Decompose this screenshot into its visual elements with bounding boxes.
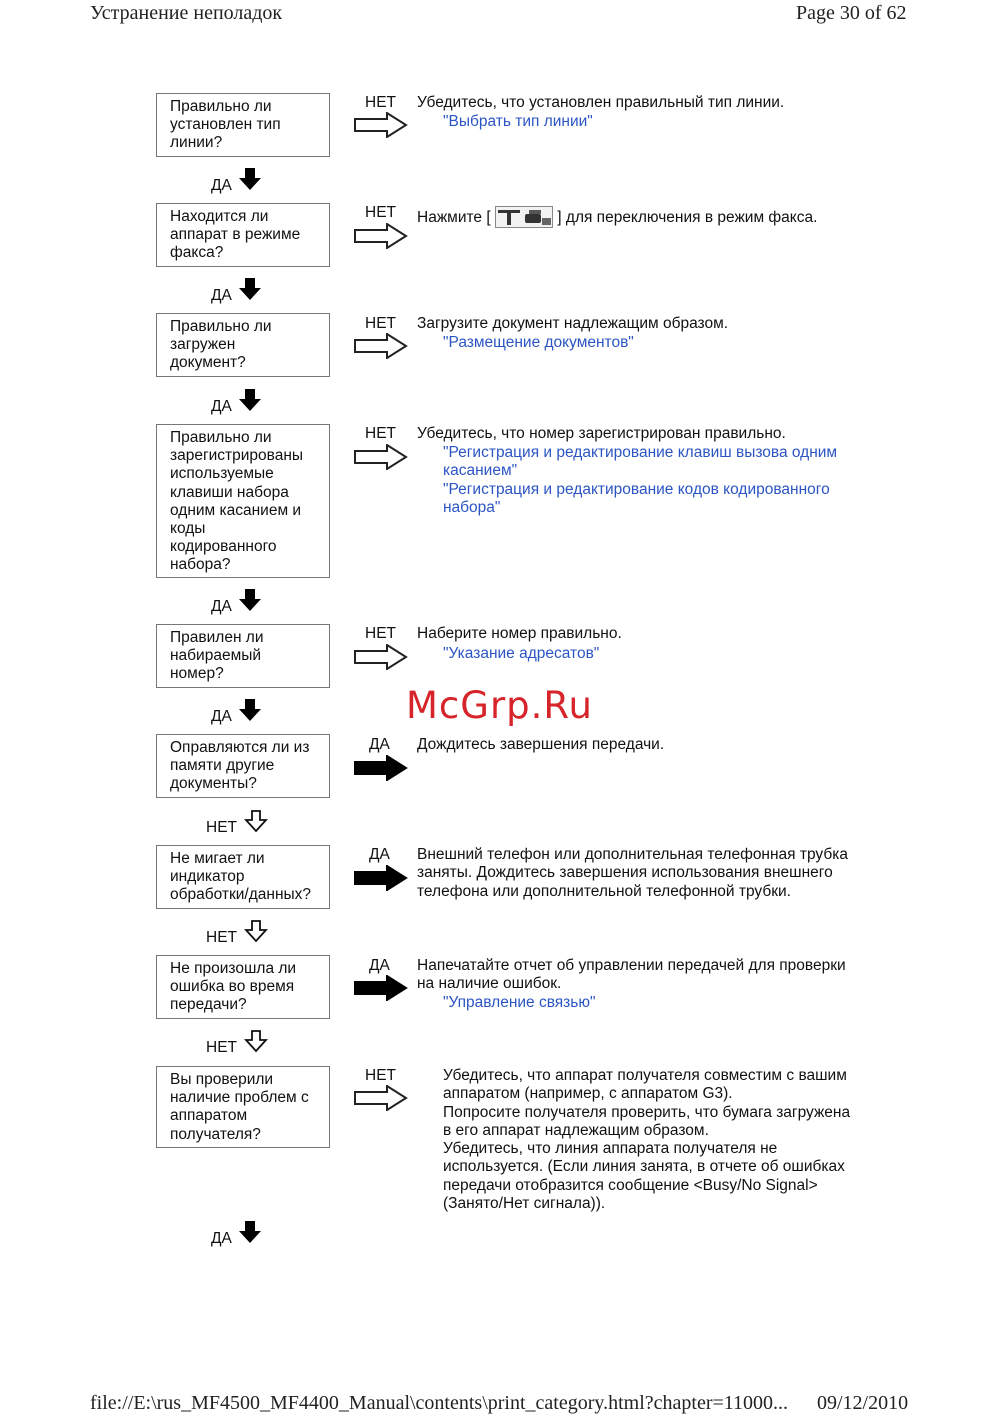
solid-right-arrow-icon: [354, 755, 408, 781]
solid-right-arrow-icon: [354, 975, 408, 1001]
question-line: Находится ли: [170, 208, 269, 225]
action-line: аппаратом (например, с аппаратом G3).: [443, 1085, 733, 1103]
question-box: [156, 93, 330, 157]
next-label: ДА: [211, 708, 232, 725]
help-link-line: касанием": [443, 462, 518, 480]
branch-label: ДА: [369, 736, 390, 753]
footer-path: file://E:\rus_MF4500_MF4400_Manual\contents\print_category.html?chapter=11000...: [90, 1392, 789, 1414]
question-box: [156, 734, 330, 798]
help-link[interactable]: [443, 444, 873, 481]
question-line: кодированного: [170, 538, 277, 556]
action-text-after: ] для переключения в режим факса.: [557, 209, 818, 226]
action-text: [443, 1067, 883, 1213]
branch-label: ДА: [369, 957, 390, 974]
question-line: Правилен ли: [170, 629, 264, 646]
next-label: НЕТ: [206, 819, 237, 836]
question-line: аппаратом: [170, 1107, 248, 1125]
next-label: НЕТ: [206, 929, 237, 946]
question-line: передачи?: [170, 996, 247, 1014]
next-label: ДА: [211, 598, 232, 615]
action-line: Напечатайте отчет об управлении передачей для проверки: [417, 957, 846, 974]
question-line: коды: [170, 520, 206, 538]
next-label: ДА: [211, 287, 232, 304]
question-line: Правильно ли: [170, 318, 272, 335]
action-line: в его аппарат надлежащим образом.: [443, 1121, 709, 1139]
outline-right-arrow-icon: [354, 112, 408, 138]
action-line: на наличие ошибок.: [417, 975, 562, 993]
outline-down-arrow-icon: [244, 809, 268, 833]
outline-down-arrow-icon: [244, 919, 268, 943]
outline-right-arrow-icon: [354, 333, 408, 359]
question-line: установлен тип: [170, 116, 281, 134]
outline-right-arrow-icon: [354, 1085, 408, 1111]
question-line: Не мигает ли: [170, 850, 265, 867]
branch-label: НЕТ: [365, 94, 396, 111]
solid-down-arrow-icon: [238, 167, 262, 191]
action-text: Убедитесь, что установлен правильный тип линии.: [417, 94, 785, 111]
question-line: Вы проверили: [170, 1071, 274, 1088]
branch-label: НЕТ: [365, 1067, 396, 1084]
action-line: Внешний телефон или дополнительная телефонная трубка: [417, 846, 848, 863]
fax-mode-key-icon: [495, 206, 553, 228]
action-text: [417, 957, 877, 994]
question-line: номер?: [170, 665, 224, 683]
branch-label: НЕТ: [365, 204, 396, 221]
outline-right-arrow-icon: [354, 644, 408, 670]
action-line: передачи отобразится сообщение <Busy/No Signal>: [443, 1176, 818, 1194]
question-line: клавиши набора: [170, 483, 289, 501]
solid-right-arrow-icon: [354, 865, 408, 891]
help-link-line: набора": [443, 499, 501, 517]
question-line: Правильно ли: [170, 429, 272, 446]
question-line: Оправляются ли из: [170, 739, 310, 756]
action-line: (Занято/Нет сигнала)).: [443, 1195, 606, 1213]
question-box: [156, 1066, 330, 1148]
action-text: [417, 206, 877, 228]
help-link[interactable]: "Управление связью": [443, 994, 596, 1011]
action-line: телефона или дополнительной телефонной трубки.: [417, 882, 791, 900]
action-text: Дождитесь завершения передачи.: [417, 736, 665, 753]
branch-label: НЕТ: [365, 425, 396, 442]
next-label: ДА: [211, 177, 232, 194]
solid-down-arrow-icon: [238, 1220, 262, 1244]
question-line: получателя?: [170, 1125, 261, 1143]
branch-label: НЕТ: [365, 315, 396, 332]
watermark: McGrp.Ru: [406, 684, 593, 727]
action-line: используется. (Если линия занята, в отчете об ошибках: [443, 1158, 845, 1176]
question-line: набираемый: [170, 647, 262, 665]
solid-down-arrow-icon: [238, 588, 262, 612]
help-link-line: "Регистрация и редактирование кодов кодированного: [443, 481, 830, 498]
solid-down-arrow-icon: [238, 277, 262, 301]
action-text-before: Нажмите [: [417, 209, 491, 226]
next-label: НЕТ: [206, 1039, 237, 1056]
question-line: одним касанием и: [170, 501, 302, 519]
page-number: Page 30 of 62: [796, 2, 907, 24]
question-line: обработки/данных?: [170, 886, 312, 904]
outline-right-arrow-icon: [354, 444, 408, 470]
help-link-line: "Регистрация и редактирование клавиш вызова одним: [443, 444, 838, 461]
question-box: [156, 313, 330, 377]
action-line: Убедитесь, что линия аппарата получателя не: [443, 1140, 778, 1158]
header-title: Устранение неполадок: [90, 2, 283, 24]
question-box: [156, 624, 330, 688]
footer-date: 09/12/2010: [817, 1392, 909, 1414]
question-line: факса?: [170, 244, 224, 262]
question-line: Правильно ли: [170, 98, 272, 115]
action-line: заняты. Дождитесь завершения использования внешнего: [417, 864, 833, 882]
question-line: документы?: [170, 775, 257, 793]
outline-right-arrow-icon: [354, 223, 408, 249]
action-line: Убедитесь, что аппарат получателя совместим с вашим: [443, 1067, 847, 1084]
help-link[interactable]: [443, 481, 873, 518]
question-line: аппарат в режиме: [170, 226, 301, 244]
question-line: документ?: [170, 354, 246, 372]
question-line: ошибка во время: [170, 978, 295, 996]
question-box: [156, 845, 330, 909]
solid-down-arrow-icon: [238, 698, 262, 722]
branch-label: ДА: [369, 846, 390, 863]
question-line: загружен: [170, 336, 236, 354]
action-text: Убедитесь, что номер зарегистрирован правильно.: [417, 425, 786, 442]
question-box: [156, 203, 330, 267]
help-link[interactable]: "Указание адресатов": [443, 645, 600, 662]
question-line: используемые: [170, 465, 274, 483]
help-link[interactable]: "Выбрать тип линии": [443, 113, 593, 130]
solid-down-arrow-icon: [238, 388, 262, 412]
next-label: ДА: [211, 398, 232, 415]
next-label: ДА: [211, 1230, 232, 1247]
action-text: [417, 846, 877, 901]
question-line: наличие проблем с: [170, 1089, 309, 1107]
action-text: Загрузите документ надлежащим образом.: [417, 315, 729, 332]
action-line: Попросите получателя проверить, что бумага загружена: [443, 1103, 851, 1121]
question-line: набора?: [170, 556, 231, 574]
help-link[interactable]: "Размещение документов": [443, 334, 634, 351]
question-line: индикатор: [170, 868, 245, 886]
question-box: [156, 424, 330, 578]
question-line: памяти другие: [170, 757, 275, 775]
branch-label: НЕТ: [365, 625, 396, 642]
question-line: линии?: [170, 134, 223, 152]
action-text: Наберите номер правильно.: [417, 625, 622, 642]
question-box: [156, 955, 330, 1019]
question-line: Не произошла ли: [170, 960, 297, 977]
outline-down-arrow-icon: [244, 1029, 268, 1053]
question-line: зарегистрированы: [170, 447, 304, 465]
